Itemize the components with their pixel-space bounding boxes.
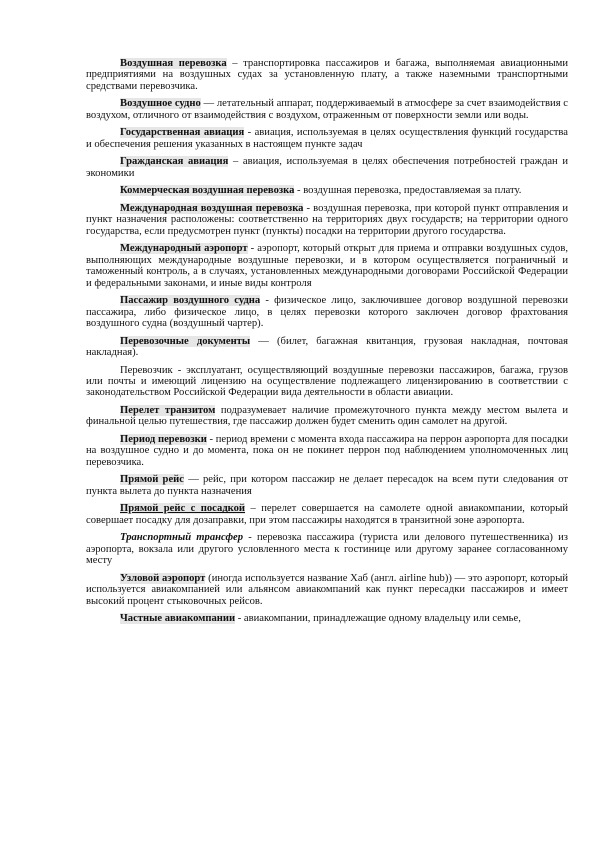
term: Перелет транзитом [120,405,216,417]
term: Воздушная перевозка [120,58,227,69]
definition-entry [86,405,568,428]
definition-entry [86,243,568,289]
definition-entry [86,573,568,607]
definition-text: — (билет, багажная квитанция, грузовая накладная, почтовая накладная). [86,335,568,359]
definition-entry [86,185,568,196]
term: Период перевозки [120,434,207,446]
definition-entry [86,203,568,237]
definition-text: Перевозчик - эксплуатант, осуществляющий воздушные перевозки пассажиров, багажа, грузов или почты и имеющий лицензию на осуществление подлежащего лицензированию в соответствии с законодательством Российской Федерации вида деятельности в области авиации. [86,364,568,399]
definition-entry [86,156,568,179]
definition-text: подразумевает наличие промежуточного пункта между местом вылета и финальной целью путешествия, где пассажир должен будет сменить один самолет на другой. [86,405,568,428]
definition-text: – транспортировка пассажиров и багажа, выполняемая авиационными предприятиями на воздушных судах за установленную плату, а также наземными транспортными средствами перевозчика. [86,58,568,92]
term: Воздушное судно [120,98,201,110]
definition-text: - физическое лицо, заключившее договор воздушной перевозки пассажира, либо физическое лицо, в целях перевозки которого заключен договор фрахтования воздушного судна (воздушный чартер). [86,295,568,330]
term: Пассажир воздушного судна [120,295,261,307]
definition-entry [86,127,568,150]
definition-entry [86,365,568,399]
definition-entry [86,474,568,497]
definition-entry [86,336,568,359]
definition-entry [86,58,568,92]
definition-text: – перелет совершается на самолете одной авиакомпании, который совершает посадку для дозаправки, при этом пассажиры находятся в транзитной зоне аэропорта. [86,503,568,526]
term: Прямой рейс [120,474,184,486]
definition-text: – авиация, используемая в целях обеспечения потребностей граждан и экономики [86,156,568,179]
definition-entry [86,503,568,526]
definition-entry [86,613,568,624]
term: Коммерческая воздушная перевозка [120,185,295,197]
definition-text: - авиакомпании, принадлежащие одному владельцу или семье, [235,613,521,625]
definition-entry [86,532,568,566]
definition-text: - воздушная перевозка, при которой пункт отправления и пункт назначения расположены: соответственно на территориях двух государств; на территории одного государства, если предусмотрен пункт (пункты) посадки на территории другого государства. [86,203,568,237]
definition-text: - период времени с момента входа пассажира на перрон аэропорта для посадки на воздушное судно и до момента, пока он не покинет перрон под наблюдением уполномоченных лиц перевозчика. [86,434,568,468]
definition-text: - авиация, используемая в целях осуществления функций государства и обеспечения решения указанных в настоящем пункте задач [86,127,568,150]
term: Транспортный трансфер [120,532,244,544]
definition-text: - аэропорт, который открыт для приема и отправки воздушных судов, выполняющих международные воздушные перевозки, и в котором осуществляется пограничный и таможенный контроль, а в случаях, установленных международными договорами Российской Федерации и федеральными законами, и иные виды контроля [86,243,568,289]
term: Частные авиакомпании [120,613,236,625]
definition-entry [86,434,568,468]
definition-text: — рейс, при котором пассажир не делает пересадок на всем пути следования от пункта вылета до пункта назначения [86,474,568,497]
definition-text: — летательный аппарат, поддерживаемый в атмосфере за счет взаимодействия с воздухом, отличного от взаимодействия с воздухом, отраженным от поверхности земли или воды. [86,98,568,121]
definition-text: (иногда используется название Хаб (англ. airline hub)) — это аэропорт, который используется авиакомпанией или альянсом авиакомпаний как пункт пересадки пассажиров и имеет высокий процент стыковочных рейсов. [86,572,568,607]
term: Международный аэропорт [120,243,248,255]
term: Международная воздушная перевозка [120,203,304,214]
term: Государственная авиация [120,127,245,139]
term: Перевозочные документы [120,335,251,347]
definition-text: - воздушная перевозка, предоставляемая за плату. [294,185,522,197]
document-page [86,58,568,631]
term: Гражданская авиация [120,156,229,168]
definition-entry [86,98,568,121]
definition-entry [86,295,568,329]
definition-text: - перевозка пассажира (туриста или делового путешественника) из аэропорта, вокзала или другого условленного места к гостинице или другому заранее согласованному месту [86,532,568,567]
term: Прямой рейс с посадкой [120,503,246,515]
term: Узловой аэропорт [120,572,206,584]
